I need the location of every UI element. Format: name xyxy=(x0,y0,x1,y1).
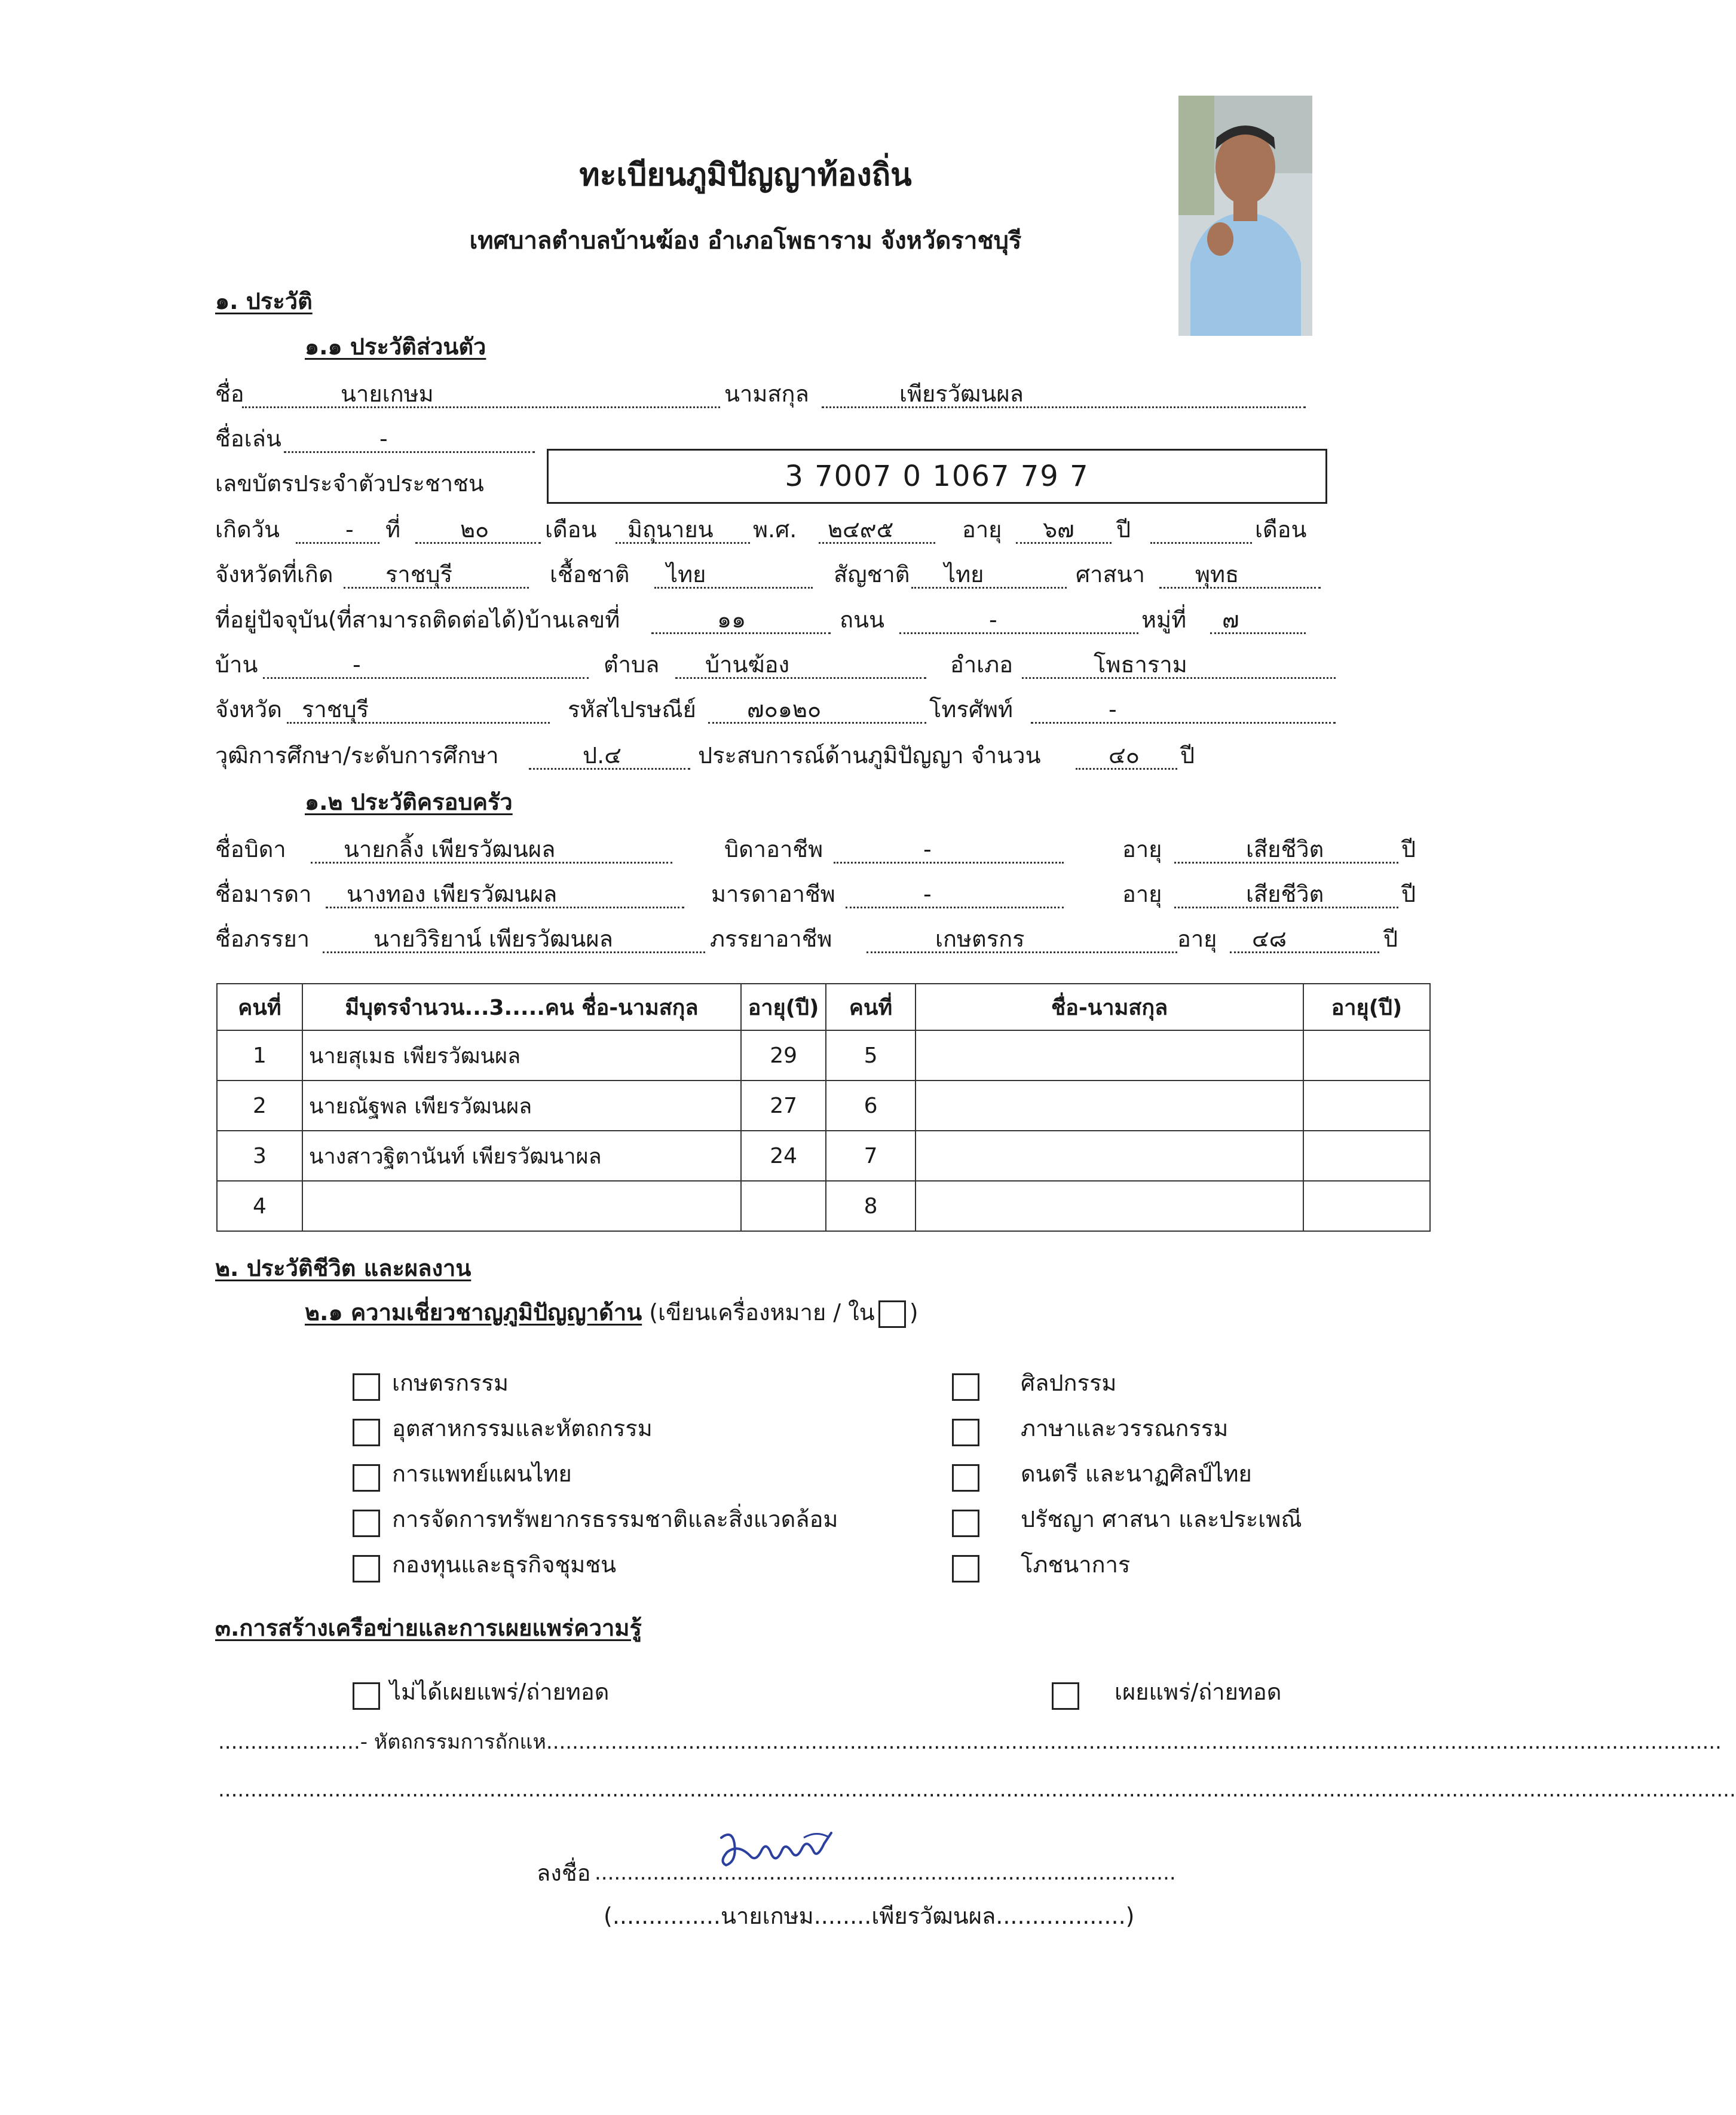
birth-year-value: ๒๔๙๕ xyxy=(828,516,894,543)
surname-dotline xyxy=(822,406,1306,408)
phone-dotline xyxy=(1031,722,1336,724)
spouse-label: ชื่อภรรยา xyxy=(215,926,310,952)
phone-label: โทรศัพท์ xyxy=(929,696,1014,723)
nickname-value: - xyxy=(379,426,388,452)
name-dotline xyxy=(242,406,720,408)
signatory-first-name: นายเกษม xyxy=(721,1903,814,1929)
option-label: กองทุนและธุรกิจชุมชน xyxy=(392,1551,617,1578)
section3-heading: ๓.การสร้างเครือข่ายและการเผยแพร่ความรู้ xyxy=(215,1615,642,1641)
age-label: อายุ xyxy=(962,516,1002,543)
table-cell: นายณัฐพล เพียรวัฒนผล xyxy=(302,1081,741,1131)
option-label: ดนตรี และนาฏศิลป์ไทย xyxy=(1021,1461,1252,1487)
month-unit: เดือน xyxy=(1255,516,1307,543)
table-cell xyxy=(916,1030,1303,1081)
road-value: - xyxy=(989,607,997,633)
table-cell: นางสาวฐิตานันท์ เพียรวัฒนาผล xyxy=(302,1131,741,1181)
option-checkbox-music-dance[interactable] xyxy=(952,1464,979,1492)
option-checkbox-philosophy-religion[interactable] xyxy=(952,1510,979,1537)
education-value: ป.๔ xyxy=(583,742,621,769)
signatory-name-line xyxy=(604,1902,1135,1930)
option-checkbox-arts[interactable] xyxy=(952,1373,979,1401)
date-label: ที่ xyxy=(385,516,401,543)
signatory-open: (............... xyxy=(604,1903,721,1929)
option-checkbox-language-literature[interactable] xyxy=(952,1419,979,1446)
option-label: ปรัชญา ศาสนา และประเพณี xyxy=(1021,1506,1302,1532)
col-header: มีบุตรจำนวน...3.....คน ชื่อ-นามสกุล xyxy=(302,984,741,1030)
table-cell: 5 xyxy=(826,1030,916,1081)
knowledge-blank-line: ........................................................................................................................................................................................................................................... xyxy=(218,1778,1736,1802)
race-label: เชื้อชาติ xyxy=(550,561,630,587)
table-cell xyxy=(1303,1081,1430,1131)
table-cell: 27 xyxy=(741,1081,826,1131)
signature-label: ลงชื่อ xyxy=(537,1860,591,1886)
nationality-value: ไทย xyxy=(944,561,984,587)
published-label: เผยแพร่/ถ่ายทอด xyxy=(1115,1679,1282,1705)
birth-date-value: ๒๐ xyxy=(460,516,489,543)
father-age-unit: ปี xyxy=(1401,836,1416,862)
table-row xyxy=(217,1131,1430,1181)
spouse-age-unit: ปี xyxy=(1383,926,1398,952)
instruction-open: (เขียนเครื่องหมาย / ใน xyxy=(649,1299,875,1326)
form-subtitle: เทศบาลตำบลบ้านฆ้อง อำเภอโพธาราม จังหวัดราชบุรี xyxy=(469,227,1022,255)
religion-value: พุทธ xyxy=(1195,561,1239,587)
table-cell xyxy=(1303,1131,1430,1181)
table-cell: 7 xyxy=(826,1131,916,1181)
table-cell xyxy=(741,1181,826,1231)
table-cell xyxy=(916,1081,1303,1131)
mother-age-value: เสียชีวิต xyxy=(1246,881,1324,907)
age-value: ๖๗ xyxy=(1043,516,1074,543)
father-age-label: อายุ xyxy=(1122,836,1162,862)
option-checkbox-agriculture[interactable] xyxy=(353,1373,380,1401)
family-heading: ๑.๒ ประวัติครอบครัว xyxy=(305,789,513,815)
signatory-close: ..................) xyxy=(996,1903,1135,1929)
option-checkbox-thai-medicine[interactable] xyxy=(353,1464,380,1492)
postcode-label: รหัสไปรษณีย์ xyxy=(568,696,696,723)
birth-day-value: - xyxy=(345,516,354,543)
mother-job-dotline xyxy=(846,907,1064,908)
religion-label: ศาสนา xyxy=(1076,561,1145,587)
option-checkbox-natural-resources[interactable] xyxy=(353,1510,380,1537)
table-cell xyxy=(916,1131,1303,1181)
col-header: คนที่ xyxy=(826,984,916,1030)
table-cell xyxy=(1303,1181,1430,1231)
table-header-row xyxy=(217,984,1430,1030)
month-unit-dotline xyxy=(1150,542,1252,544)
spouse-job-value: เกษตรกร xyxy=(935,926,1025,952)
col-header: ชื่อ-นามสกุล xyxy=(916,984,1303,1030)
table-cell: 2 xyxy=(217,1081,302,1131)
spouse-job-label: ภรรยาอาชีพ xyxy=(710,926,832,952)
postcode-value: ๗๐๑๒๐ xyxy=(747,696,822,723)
table-cell: 1 xyxy=(217,1030,302,1081)
birth-label: เกิดวัน xyxy=(215,516,280,543)
section2-heading: ๒. ประวัติชีวิต และผลงาน xyxy=(215,1255,471,1281)
id-label: เลขบัตรประจำตัวประชาชน xyxy=(215,470,484,497)
amphoe-label: อำเภอ xyxy=(950,651,1014,678)
mother-job-label: มารดาอาชีพ xyxy=(711,881,835,907)
table-row xyxy=(217,1181,1430,1231)
table-cell: 4 xyxy=(217,1181,302,1231)
expertise-heading: ๒.๑ ความเชี่ยวชาญภูมิปัญญาด้าน xyxy=(305,1299,642,1326)
amphoe-value: โพธาราม xyxy=(1094,651,1187,678)
table-cell: 3 xyxy=(217,1131,302,1181)
signatory-last-name: เพียรวัฒนผล xyxy=(871,1903,996,1929)
table-cell xyxy=(1303,1030,1430,1081)
nationality-label: สัญชาติ xyxy=(834,561,910,587)
spouse-age-label: อายุ xyxy=(1177,926,1217,952)
father-job-value: - xyxy=(923,836,932,862)
year-unit: ปี xyxy=(1116,516,1131,543)
col-header: อายุ(ปี) xyxy=(1303,984,1430,1030)
published-checkbox[interactable] xyxy=(1052,1682,1079,1710)
spouse-age-value: ๔๘ xyxy=(1252,926,1287,952)
table-cell: 29 xyxy=(741,1030,826,1081)
religion-dotline xyxy=(1159,587,1321,589)
not-published-label: ไม่ได้เผยแพร่/ถ่ายทอด xyxy=(390,1679,610,1705)
nickname-label: ชื่อเล่น xyxy=(215,426,281,452)
village-label: บ้าน xyxy=(215,651,258,678)
table-cell: 6 xyxy=(826,1081,916,1131)
phone-value: - xyxy=(1109,696,1117,723)
name-label: ชื่อ xyxy=(215,381,244,407)
race-value: ไทย xyxy=(666,561,706,587)
road-label: ถนน xyxy=(840,607,884,633)
road-dotline xyxy=(899,632,1138,634)
not-published-checkbox[interactable] xyxy=(353,1682,380,1710)
village-dotline xyxy=(263,677,589,679)
experience-label: ประสบการณ์ด้านภูมิปัญญา จำนวน xyxy=(698,742,1041,769)
moo-label: หมู่ที่ xyxy=(1141,607,1187,633)
col-header: คนที่ xyxy=(217,984,302,1030)
father-job-dotline xyxy=(834,862,1064,864)
province-label: จังหวัด xyxy=(215,696,282,723)
table-row xyxy=(217,1030,1430,1081)
surname-label: นามสกุล xyxy=(724,381,809,407)
spouse-value: นายวิริยาน์ เพียรวัฒนผล xyxy=(373,926,613,952)
birthday-dotline xyxy=(296,542,379,544)
experience-value: ๔๐ xyxy=(1109,742,1140,769)
id-number-box xyxy=(547,449,1327,504)
moo-value: ๗ xyxy=(1222,607,1239,633)
instruction-close: ) xyxy=(909,1299,918,1326)
option-checkbox-community-fund[interactable] xyxy=(353,1555,380,1583)
expertise-line xyxy=(305,1298,918,1328)
nationality-dotline xyxy=(911,587,1067,589)
year-label: พ.ศ. xyxy=(753,516,797,543)
nickname-dotline xyxy=(284,451,535,453)
option-label: การแพทย์แผนไทย xyxy=(392,1461,572,1487)
table-cell xyxy=(302,1181,741,1231)
knowledge-note-line: ......................- หัตถกรรมการถักแห...................................................................................................................................................................................... xyxy=(218,1730,1722,1754)
table-cell: นายสุเมธ เพียรวัฒนผล xyxy=(302,1030,741,1081)
mother-value: นางทอง เพียรวัฒนผล xyxy=(347,881,558,907)
education-label: วุฒิการศึกษา/ระดับการศึกษา xyxy=(215,742,499,769)
option-label: การจัดการทรัพยากรธรรมชาติและสิ่งแวดล้อม xyxy=(392,1506,838,1532)
mother-job-value: - xyxy=(923,881,932,907)
mother-age-unit: ปี xyxy=(1401,881,1416,907)
surname-value: เพียรวัฒนผล xyxy=(899,381,1024,407)
experience-unit: ปี xyxy=(1180,742,1195,769)
father-label: ชื่อบิดา xyxy=(215,836,286,862)
mother-age-label: อายุ xyxy=(1122,881,1162,907)
signatory-mid: ........ xyxy=(813,1903,872,1929)
signature-dotline: .......................................................................................... xyxy=(595,1861,1176,1885)
table-cell xyxy=(916,1181,1303,1231)
father-value: นายกลิ้ง เพียรวัฒนผล xyxy=(344,836,556,862)
house-no-value: ๑๑ xyxy=(717,607,746,633)
option-checkbox-industry-crafts[interactable] xyxy=(353,1419,380,1446)
province-birth-value: ราชบุรี xyxy=(385,561,453,587)
sample-checkbox xyxy=(878,1300,906,1328)
birth-month-value: มิถุนายน xyxy=(627,516,714,543)
tambon-label: ตำบล xyxy=(604,651,660,678)
table-row xyxy=(217,1081,1430,1131)
col-header: อายุ(ปี) xyxy=(741,984,826,1030)
personal-heading: ๑.๑ ประวัติส่วนตัว xyxy=(305,333,486,360)
option-label: อุตสาหกรรมและหัตถกรรม xyxy=(392,1415,653,1441)
id-number: 3 7007 0 1067 79 7 xyxy=(785,460,1089,493)
form-title: ทะเบียนภูมิปัญญาท้องถิ่น xyxy=(579,157,912,193)
option-checkbox-nutrition[interactable] xyxy=(952,1555,979,1583)
portrait-photo xyxy=(1178,96,1312,336)
province-value: ราชบุรี xyxy=(302,696,369,723)
village-value: - xyxy=(353,651,361,678)
table-cell: 8 xyxy=(826,1181,916,1231)
option-label: ภาษาและวรรณกรรม xyxy=(1021,1415,1229,1441)
children-table xyxy=(216,983,1431,1232)
month-label: เดือน xyxy=(545,516,597,543)
option-label: โภชนาการ xyxy=(1021,1551,1131,1578)
option-label: ศิลปกรรม xyxy=(1021,1370,1117,1396)
father-age-value: เสียชีวิต xyxy=(1246,836,1324,862)
tambon-value: บ้านฆ้อง xyxy=(705,651,790,678)
address-label: ที่อยู่ปัจจุบัน(ที่สามารถติดต่อได้)บ้านเลขที่ xyxy=(215,607,620,633)
province-birth-label: จังหวัดที่เกิด xyxy=(215,561,333,587)
section1-heading: ๑. ประวัติ xyxy=(215,288,313,314)
father-job-label: บิดาอาชีพ xyxy=(724,836,823,862)
handwritten-signature xyxy=(714,1826,840,1880)
table-cell: 24 xyxy=(741,1131,826,1181)
mother-label: ชื่อมารดา xyxy=(215,881,312,907)
option-label: เกษตรกรรม xyxy=(392,1370,509,1396)
name-value: นายเกษม xyxy=(341,381,434,407)
